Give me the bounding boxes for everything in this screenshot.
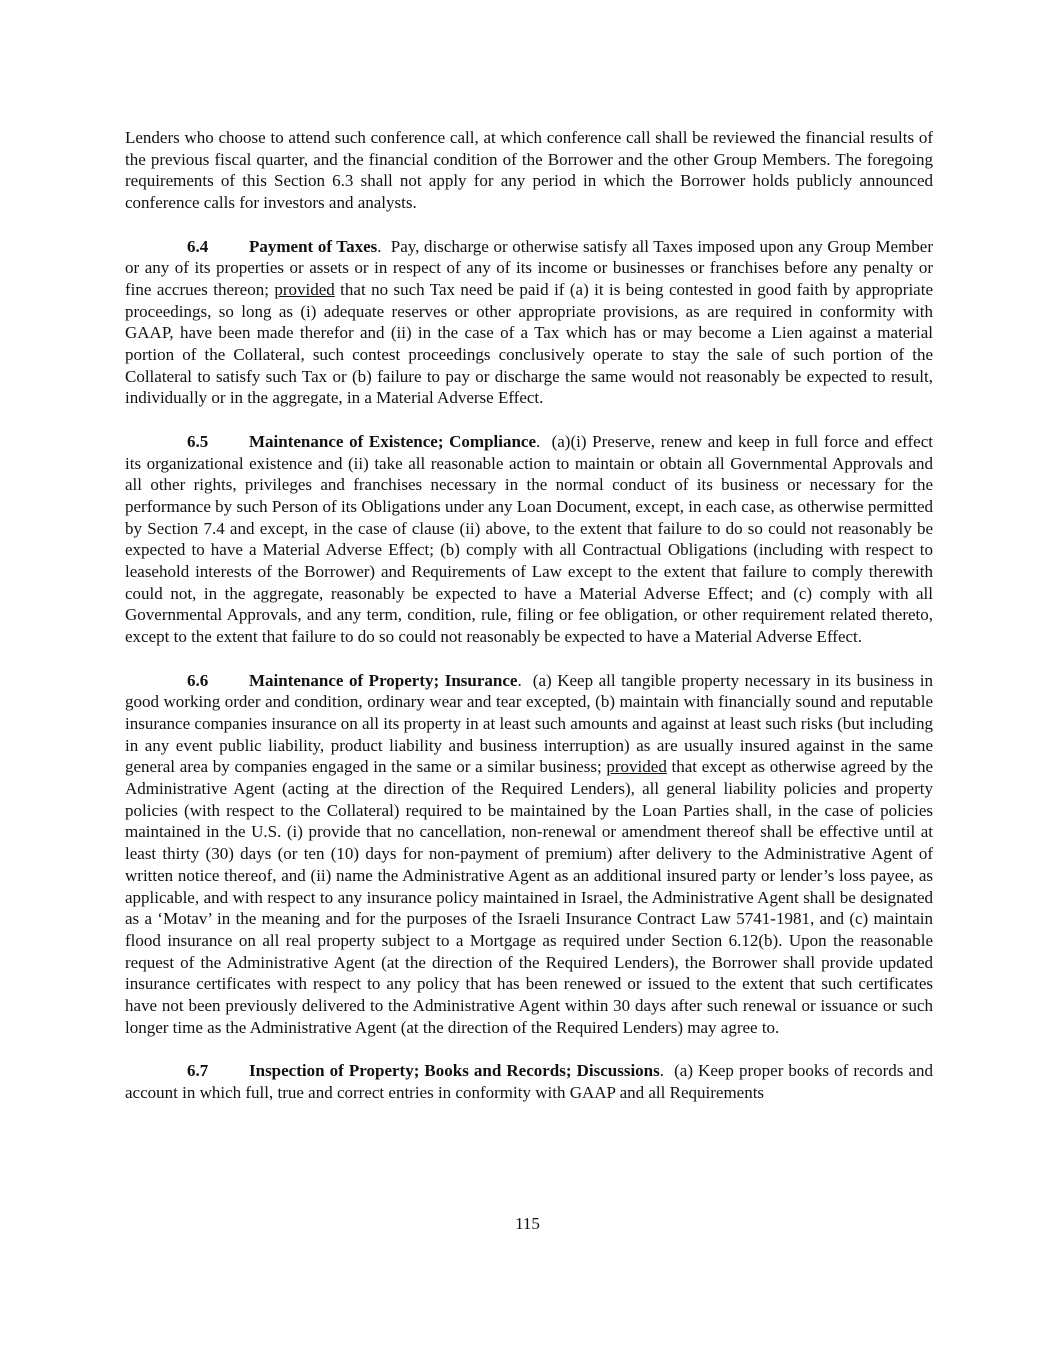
continuation-paragraph: Lenders who choose to attend such conference call, at which conference call shall be reviewed the financial results of the previous fiscal quarter, and the financial condition of the Borrower and the other Group Members. The foregoing requirements of this Section 6.3 shall not apply for any period in which the Borrower holds publicly announced conference calls for investors and analysts. [125, 128, 933, 213]
section-text-continued: that except as otherwise agreed by the Administrative Agent (acting at the direction of the Required Lenders), all general liability policies and property policies (with respect to the Collateral) required to be maintained by the Loan Parties shall, in the case of policies maintained in the U.S. (i) provide that no cancellation, non-renewal or amendment thereof shall be effective until at least thirty (30) days (or ten (10) days for non-payment of premium) after delivery to the Administrative Agent of written notice thereof, and (ii) name the Administrative Agent as an additional insured party or lender’s loss payee, as applicable, and with respect to any insurance policy maintained in Israel, the Administrative Agent shall be designated as a ‘Motav’ in the meaning and for the purposes of the Israeli Insurance Contract Law 5741-1981, and (c) maintain flood insurance on all real property subject to a Mortgage as required under Section 6.12(b). Upon the reasonable request of the Administrative Agent (at the direction of the Required Lenders), the Borrower shall provide updated insurance certificates with respect to any policy that has been renewed or issued to the extent that such certificates have not been previously delivered to the Administrative Agent within 30 days after such renewal or issuance or such longer time as the Administrative Agent (at the direction of the Required Lenders) may agree to. [125, 757, 933, 1037]
section-text: (a) Keep proper books of records and account in which full, true and correct entries in conformity with GAAP and all Requirements [125, 1061, 933, 1102]
provided-term: provided [606, 757, 667, 777]
section-number: 6.4 [187, 236, 209, 256]
section-6-7: 6.7 Inspection of Property; Books and Records; Discussions. (a) Keep proper books of records and account in which full, true and correct entries in conformity with GAAP and all Requirements [125, 1061, 933, 1102]
section-text: (a)(i) Preserve, renew and keep in full force and effect its organizational existence and (ii) take all reasonable action to maintain or obtain all Governmental Approvals and all other rights, privileges and franchises necessary in the normal conduct of its business or necessary for the performance by such Person of its Obligations under any Loan Document, except, in each case, as otherwise permitted by Section 7.4 and except, in the case of clause (ii) above, to the extent that failure to do so could not reasonably be expected to have a Material Adverse Effect; (b) comply with all Contractual Obligations (including with respect to leasehold interests of the Borrower) and Requirements of Law except to the extent that failure to comply therewith could not, in the aggregate, reasonably be expected to have a Material Adverse Effect; and (c) comply with all Governmental Approvals, and any term, condition, rule, filing or fee obligation, or other requirement related thereto, except to the extent that failure to do so could not reasonably be expected to have a Material Adverse Effect. [125, 431, 933, 647]
section-heading: Payment of Taxes [249, 236, 378, 256]
section-number: 6.5 [187, 431, 209, 451]
provided-term: provided [274, 279, 335, 299]
section-heading: Inspection of Property; Books and Records; Discussions [249, 1061, 660, 1081]
section-6-6: 6.6 Maintenance of Property; Insurance. (a) Keep all tangible property necessary in its business in good working order and condition, ordinary wear and tear excepted, (b) maintain with financially sound and reputable insurance companies insurance on all its property in at least such amounts and against at least such risks (but including in any event public liability, product liability and business interruption) as are usually insured against in the same general area by companies engaged in the same or a similar business; provided that except as otherwise agreed by the Administrative Agent (acting at the direction of the Required Lenders), all general liability policies and property policies (with respect to the Collateral) required to be maintained by the Loan Parties shall, in the case of policies maintained in the U.S. (i) provide that no cancellation, non-renewal or amendment thereof shall be effective until at least thirty (30) days (or ten (10) days for non-payment of premium) after delivery to the Administrative Agent of written notice thereof, and (ii) name the Administrative Agent as an additional insured party or lender’s loss payee, as applicable, and with respect to any insurance policy maintained in Israel, the Administrative Agent shall be designated as a ‘Motav’ in the meaning and for the purposes of the Israeli Insurance Contract Law 5741-1981, and (c) maintain flood insurance on all real property subject to a Mortgage as required under Section 6.12(b). Upon the reasonable request of the Administrative Agent (at the direction of the Required Lenders), the Borrower shall provide updated insurance certificates with respect to any policy that has been renewed or issued to the extent that such certificates have not been previously delivered to the Administrative Agent within 30 days after such renewal or issuance or such longer time as the Administrative Agent (at the direction of the Required Lenders) may agree to. [125, 670, 933, 1037]
section-number: 6.6 [187, 670, 209, 690]
section-text: (a) Keep all tangible property necessary in its business in good working order and condition, ordinary wear and tear excepted, (b) maintain with financially sound and reputable insurance companies insurance on all its property in at least such amounts and against at least such risks (but including in any event public liability, product liability and business interruption) as are usually insured against in the same general area by companies engaged in the same or a similar business; [125, 670, 933, 777]
section-heading: Maintenance of Existence; Compliance [249, 431, 537, 451]
section-6-4: 6.4 Payment of Taxes. Pay, discharge or otherwise satisfy all Taxes imposed upon any Group Member or any of its properties or assets or in respect of any of its income or businesses or franchises before any penalty or fine accrues thereon; provided that no such Tax need be paid if (a) it is being contested in good faith by appropriate proceedings, so long as (i) adequate reserves or other appropriate provisions, as are required in conformity with GAAP, have been made therefor and (ii) in the case of a Tax which has or may become a Lien against a material portion of the Collateral, such contest proceedings conclusively operate to stay the sale of such portion of the Collateral to satisfy such Tax or (b) failure to pay or discharge the same would not reasonably be expected to result, individually or in the aggregate, in a Material Adverse Effect. [125, 236, 933, 408]
page-number: 115 [515, 1214, 540, 1233]
section-6-5: 6.5 Maintenance of Existence; Compliance. (a)(i) Preserve, renew and keep in full force and effect its organizational existence and (ii) take all reasonable action to maintain or obtain all Governmental Approvals and all other rights, privileges and franchises necessary in the normal conduct of its business or necessary for the performance by such Person of its Obligations under any Loan Document, except, in each case, as otherwise permitted by Section 7.4 and except, in the case of clause (ii) above, to the extent that failure to do so could not reasonably be expected to have a Material Adverse Effect; (b) comply with all Contractual Obligations (including with respect to leasehold interests of the Borrower) and Requirements of Law except to the extent that failure to comply therewith could not, in the aggregate, reasonably be expected to have a Material Adverse Effect; and (c) comply with all Governmental Approvals, and any term, condition, rule, filing or fee obligation, or other requirement related thereto, except to the extent that failure to do so could not reasonably be expected to have a Material Adverse Effect. [125, 431, 933, 647]
section-text-continued: that no such Tax need be paid if (a) it is being contested in good faith by appropriate proceedings, so long as (i) adequate reserves or other appropriate provisions, as are required in conformity with GAAP, have been made therefor and (ii) in the case of a Tax which has or may become a Lien against a material portion of the Collateral, such contest proceedings conclusively operate to stay the sale of such portion of the Collateral to satisfy such Tax or (b) failure to pay or discharge the same would not reasonably be expected to result, individually or in the aggregate, in a Material Adverse Effect. [125, 279, 933, 408]
document-body [125, 127, 933, 1104]
section-number: 6.7 [187, 1061, 209, 1081]
section-heading: Maintenance of Property; Insurance [249, 670, 518, 690]
section-text: Pay, discharge or otherwise satisfy all Taxes imposed upon any Group Member or any of its properties or assets or in respect of any of its income or businesses or franchises before any penalty or fine accrues thereon; [125, 236, 933, 299]
